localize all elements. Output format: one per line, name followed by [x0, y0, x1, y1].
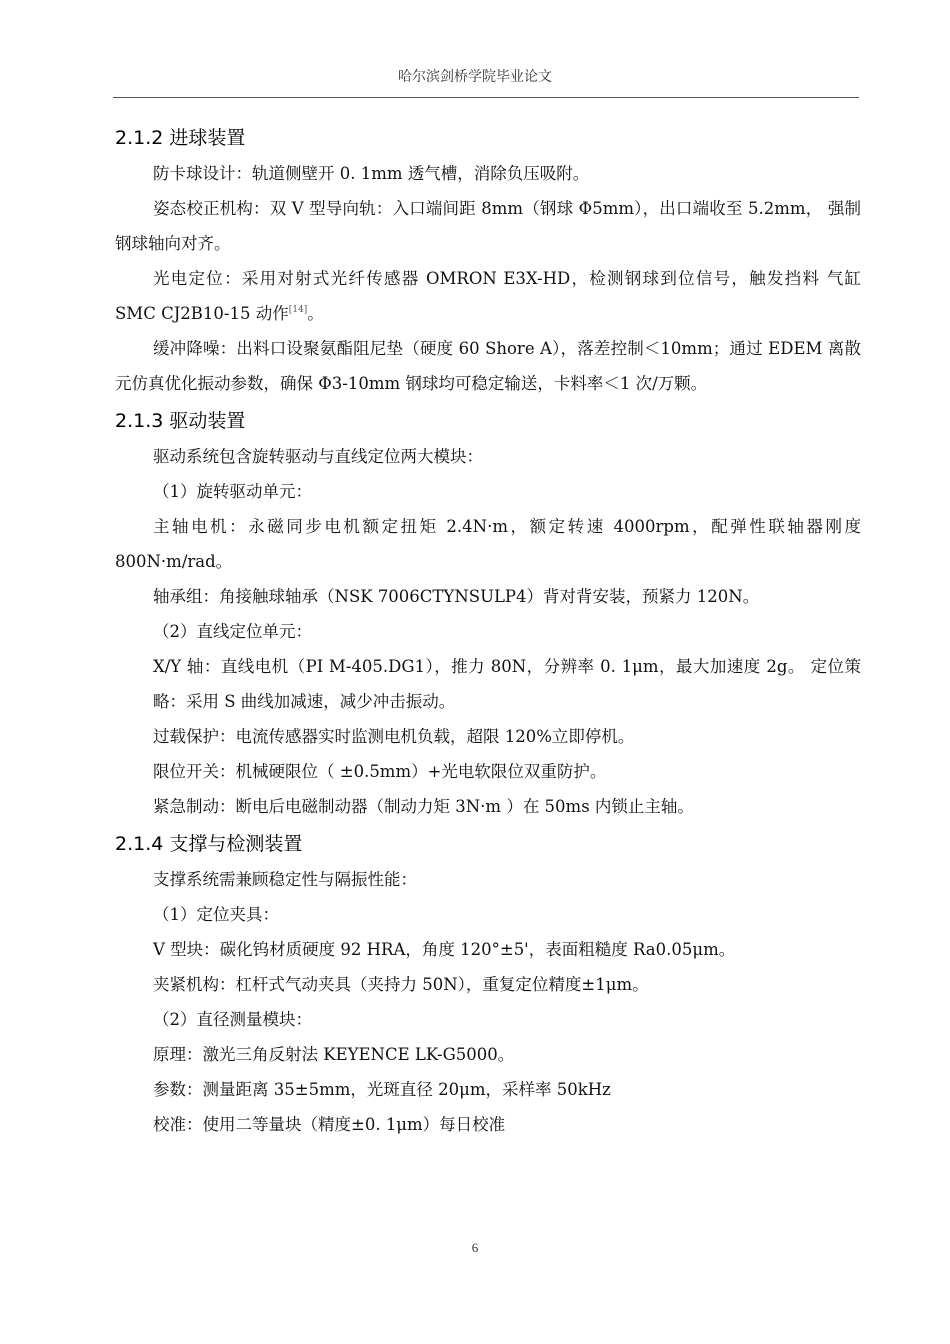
- list-label: （2）直线定位单元：: [153, 622, 312, 641]
- page-body: [115, 120, 861, 1142]
- paragraph: 支撑系统需兼顾稳定性与隔振性能：: [153, 870, 417, 889]
- citation-ref: [14]: [288, 305, 308, 315]
- section-heading-2-1-4: 2.1.4 支撑与检测装置: [115, 833, 303, 855]
- paragraph: 姿态校正机构：双 V 型导向轨：入口端间距 8mm（钢球 Φ5mm），出口端收至 5.2mm， 强制钢球轴向对齐。: [115, 199, 861, 253]
- paragraph: 紧急制动：断电后电磁制动器（制动力矩 3N·m ）在 50ms 内锁止主轴。: [153, 797, 694, 816]
- paragraph: 缓冲降噪：出料口设聚氨酯阻尼垫（硬度 60 Shore A），落差控制＜10mm；通过 EDEM 离散元仿真优化振动参数，确保 Φ3-10mm 钢球均可稳定输送，卡料率＜1 次/万颗。: [115, 339, 861, 393]
- running-header: 哈尔滨剑桥学院毕业论文: [398, 69, 552, 85]
- paragraph: 防卡球设计：轨道侧壁开 0. 1mm 透气槽，消除负压吸附。: [153, 164, 590, 183]
- header-divider: [113, 97, 859, 98]
- paragraph: 限位开关：机械硬限位（ ±0.5mm）+光电软限位双重防护。: [153, 762, 607, 781]
- paragraph: 参数：测量距离 35±5mm，光斑直径 20μm，采样率 50kHz: [153, 1080, 611, 1099]
- paragraph: 轴承组：角接触球轴承（NSK 7006CTYNSULP4）背对背安装，预紧力 120N。: [153, 587, 760, 606]
- list-label: （1）旋转驱动单元：: [153, 482, 312, 501]
- paragraph: X/Y 轴：直线电机（PI M-405.DG1），推力 80N，分辨率 0. 1μm，最大加速度 2g。 定位策略：采用 S 曲线加减速，减少冲击振动。: [153, 657, 861, 711]
- paragraph: 过载保护：电流传感器实时监测电机负载，超限 120%立即停机。: [153, 727, 635, 746]
- list-label: （2）直径测量模块：: [153, 1010, 312, 1029]
- paragraph-text: 光电定位：采用对射式光纤传感器 OMRON E3X-HD，检测钢球到位信号，触发挡料 气缸 SMC CJ2B10-15 动作: [115, 269, 861, 323]
- list-label: （1）定位夹具：: [153, 905, 279, 924]
- paragraph: 原理：激光三角反射法 KEYENCE LK-G5000。: [153, 1045, 515, 1064]
- paragraph: 驱动系统包含旋转驱动与直线定位两大模块：: [153, 447, 483, 466]
- paragraph: V 型块：碳化钨材质硬度 92 HRA，角度 120°±5'，表面粗糙度 Ra0.05μm。: [153, 940, 736, 959]
- paragraph: 夹紧机构：杠杆式气动夹具（夹持力 50N），重复定位精度±1μm。: [153, 975, 649, 994]
- paragraph-end: 。: [307, 304, 324, 323]
- paragraph: 校准：使用二等量块（精度±0. 1μm）每日校准: [153, 1115, 506, 1134]
- paragraph-with-citation: [115, 261, 861, 331]
- page-number: 6: [471, 1240, 479, 1255]
- section-heading-2-1-3: 2.1.3 驱动装置: [115, 410, 246, 432]
- paragraph: 主轴电机：永磁同步电机额定扭矩 2.4N·m，额定转速 4000rpm，配弹性联轴器刚度 800N·m/rad。: [115, 517, 861, 571]
- section-heading-2-1-2: 2.1.2 进球装置: [115, 127, 246, 149]
